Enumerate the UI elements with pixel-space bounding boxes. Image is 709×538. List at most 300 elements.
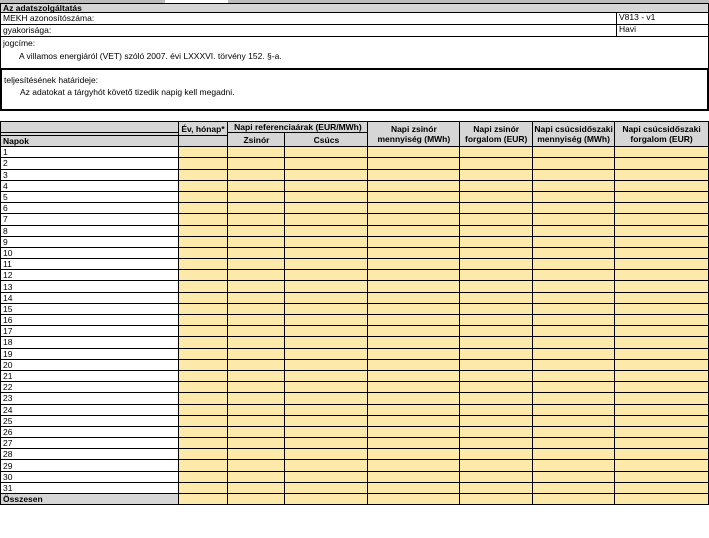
input-cell[interactable] [285,169,368,180]
input-cell[interactable] [228,270,285,281]
input-cell[interactable] [460,415,533,426]
input-cell[interactable] [368,449,460,460]
input-cell[interactable] [533,292,615,303]
input-cell[interactable] [533,180,615,191]
input-cell[interactable] [533,449,615,460]
total-cell[interactable] [615,494,709,505]
input-cell[interactable] [615,415,709,426]
input-cell[interactable] [533,147,615,158]
input-cell[interactable] [368,247,460,258]
day-number: 24 [1,404,179,415]
input-cell[interactable] [460,147,533,158]
input-cell[interactable] [178,426,228,437]
input-cell[interactable] [615,426,709,437]
input-cell[interactable] [285,292,368,303]
day-row [1,471,709,482]
input-cell[interactable] [285,482,368,493]
day-row [1,326,709,337]
input-cell[interactable] [460,203,533,214]
day-row [1,370,709,381]
input-cell[interactable] [460,180,533,191]
frequency-row [0,25,709,37]
input-cell[interactable] [460,225,533,236]
day-number: 11 [1,259,179,270]
input-cell[interactable] [178,270,228,281]
input-cell[interactable] [285,404,368,415]
total-cell[interactable] [228,494,285,505]
input-cell[interactable] [533,460,615,471]
legal-basis-label: jogcíme: [3,38,36,48]
input-cell[interactable] [615,236,709,247]
input-cell[interactable] [533,393,615,404]
input-cell[interactable] [615,482,709,493]
input-cell[interactable] [460,482,533,493]
day-row [1,281,709,292]
input-cell[interactable] [285,393,368,404]
input-cell[interactable] [533,214,615,225]
input-cell[interactable] [228,203,285,214]
input-cell[interactable] [228,415,285,426]
peak-quantity-header: Napi csúcsidőszaki mennyiség (MWh) [533,122,615,147]
input-cell[interactable] [368,337,460,348]
input-cell[interactable] [615,281,709,292]
input-cell[interactable] [228,460,285,471]
input-cell[interactable] [285,315,368,326]
input-cell[interactable] [533,270,615,281]
day-number: 23 [1,393,179,404]
input-cell[interactable] [460,214,533,225]
input-cell[interactable] [533,158,615,169]
input-cell[interactable] [368,482,460,493]
reference-price-header: Napi referenciaárak (EUR/MWh) [228,122,368,133]
input-cell[interactable] [615,169,709,180]
day-row [1,259,709,270]
input-cell[interactable] [533,359,615,370]
input-cell[interactable] [368,158,460,169]
day-row [1,147,709,158]
deadline-label: teljesítésének határideje: [4,75,99,85]
daily-data-table [0,121,709,505]
total-cell[interactable] [285,494,368,505]
input-cell[interactable] [178,393,228,404]
input-cell[interactable] [178,169,228,180]
day-header: Napok [1,136,179,147]
input-cell[interactable] [533,326,615,337]
input-cell[interactable] [460,236,533,247]
id-label: MEKH azonosítószáma: [3,13,95,23]
input-cell[interactable] [615,158,709,169]
input-cell[interactable] [368,281,460,292]
day-row [1,460,709,471]
input-cell[interactable] [533,348,615,359]
input-cell[interactable] [228,247,285,258]
input-cell[interactable] [615,147,709,158]
input-cell[interactable] [615,460,709,471]
day-number: 16 [1,315,179,326]
input-cell[interactable] [460,404,533,415]
input-cell[interactable] [368,382,460,393]
input-cell[interactable] [178,203,228,214]
input-cell[interactable] [533,303,615,314]
input-cell[interactable] [178,337,228,348]
input-cell[interactable] [533,225,615,236]
day-rows [1,147,709,494]
input-cell[interactable] [533,315,615,326]
input-cell[interactable] [178,259,228,270]
input-cell[interactable] [460,326,533,337]
input-cell[interactable] [533,191,615,202]
day-number: 20 [1,359,179,370]
input-cell[interactable] [368,471,460,482]
input-cell[interactable] [228,404,285,415]
input-cell[interactable] [460,191,533,202]
day-row [1,169,709,180]
input-cell[interactable] [368,180,460,191]
input-cell[interactable] [615,404,709,415]
input-cell[interactable] [285,348,368,359]
input-cell[interactable] [368,315,460,326]
input-cell[interactable] [533,203,615,214]
input-cell[interactable] [228,147,285,158]
day-row [1,180,709,191]
input-cell[interactable] [533,247,615,258]
input-cell[interactable] [460,158,533,169]
input-cell[interactable] [368,393,460,404]
day-number: 15 [1,303,179,314]
day-row [1,191,709,202]
input-cell[interactable] [285,281,368,292]
frequency-label: gyakorisága: [3,25,52,35]
total-cell[interactable] [178,494,228,505]
day-number: 10 [1,247,179,258]
day-row [1,404,709,415]
input-cell[interactable] [178,460,228,471]
input-cell[interactable] [533,415,615,426]
legal-basis-text: A villamos energiáról (VET) szóló 2007. évi LXXXVI. törvény 152. §-a. [19,51,282,61]
input-cell[interactable] [533,169,615,180]
input-cell[interactable] [533,426,615,437]
day-row [1,303,709,314]
input-cell[interactable] [615,326,709,337]
day-row [1,348,709,359]
deadline-text: Az adatokat a tárgyhót követő tizedik napig kell megadni. [20,87,235,97]
input-cell[interactable] [285,214,368,225]
day-number: 1 [1,147,179,158]
input-cell[interactable] [615,438,709,449]
input-cell[interactable] [368,303,460,314]
input-cell[interactable] [368,259,460,270]
input-cell[interactable] [228,225,285,236]
input-cell[interactable] [178,180,228,191]
input-cell[interactable] [615,449,709,460]
input-cell[interactable] [460,393,533,404]
input-cell[interactable] [460,438,533,449]
input-cell[interactable] [228,348,285,359]
input-cell[interactable] [228,315,285,326]
input-cell[interactable] [285,225,368,236]
day-number: 28 [1,449,179,460]
input-cell[interactable] [368,460,460,471]
input-cell[interactable] [285,449,368,460]
input-cell[interactable] [615,270,709,281]
input-cell[interactable] [460,348,533,359]
day-number: 22 [1,382,179,393]
input-cell[interactable] [368,415,460,426]
input-cell[interactable] [615,259,709,270]
input-cell[interactable] [460,281,533,292]
input-cell[interactable] [285,303,368,314]
input-cell[interactable] [228,292,285,303]
input-cell[interactable] [228,482,285,493]
base-quantity-header: Napi zsinór mennyiség (MWh) [368,122,460,147]
input-cell[interactable] [533,370,615,381]
input-cell[interactable] [368,292,460,303]
total-cell[interactable] [460,494,533,505]
input-cell[interactable] [615,370,709,381]
input-cell[interactable] [460,337,533,348]
section-title: Az adatszolgáltatás [0,3,709,13]
input-cell[interactable] [533,382,615,393]
input-cell[interactable] [285,471,368,482]
day-number: 25 [1,415,179,426]
base-price-header: Zsinór [228,133,285,147]
input-cell[interactable] [178,247,228,258]
day-number: 3 [1,169,179,180]
input-cell[interactable] [533,259,615,270]
input-cell[interactable] [228,158,285,169]
input-cell[interactable] [615,337,709,348]
id-value: V813 - v1 [616,12,709,25]
input-cell[interactable] [615,315,709,326]
day-row [1,382,709,393]
input-cell[interactable] [178,370,228,381]
input-cell[interactable] [615,303,709,314]
input-cell[interactable] [285,337,368,348]
day-number: 29 [1,460,179,471]
input-cell[interactable] [460,247,533,258]
input-cell[interactable] [285,415,368,426]
peak-price-header: Csúcs [285,133,368,147]
input-cell[interactable] [285,236,368,247]
day-number: 14 [1,292,179,303]
total-cell[interactable] [533,494,615,505]
header-spacer [1,122,179,133]
input-cell[interactable] [178,382,228,393]
input-cell[interactable] [228,259,285,270]
day-number: 30 [1,471,179,482]
input-cell[interactable] [178,281,228,292]
day-number: 7 [1,214,179,225]
input-cell[interactable] [228,281,285,292]
input-cell[interactable] [533,471,615,482]
input-cell[interactable] [368,438,460,449]
input-cell[interactable] [615,382,709,393]
day-row [1,359,709,370]
input-cell[interactable] [615,180,709,191]
input-cell[interactable] [615,203,709,214]
input-cell[interactable] [368,236,460,247]
input-cell[interactable] [368,214,460,225]
day-row [1,292,709,303]
input-cell[interactable] [178,482,228,493]
input-cell[interactable] [460,292,533,303]
input-cell[interactable] [228,370,285,381]
input-cell[interactable] [228,180,285,191]
input-cell[interactable] [228,191,285,202]
day-row [1,203,709,214]
input-cell[interactable] [460,303,533,314]
input-cell[interactable] [178,326,228,337]
input-cell[interactable] [285,203,368,214]
day-number: 31 [1,482,179,493]
input-cell[interactable] [178,415,228,426]
input-cell[interactable] [178,158,228,169]
day-number: 13 [1,281,179,292]
input-cell[interactable] [615,214,709,225]
day-row [1,337,709,348]
day-row [1,393,709,404]
input-cell[interactable] [368,191,460,202]
input-cell[interactable] [285,326,368,337]
input-cell[interactable] [368,426,460,437]
input-cell[interactable] [228,449,285,460]
day-number: 27 [1,438,179,449]
input-cell[interactable] [228,214,285,225]
input-cell[interactable] [178,303,228,314]
input-cell[interactable] [533,482,615,493]
day-number: 26 [1,426,179,437]
input-cell[interactable] [285,259,368,270]
input-cell[interactable] [285,180,368,191]
input-cell[interactable] [285,247,368,258]
input-cell[interactable] [228,359,285,370]
input-cell[interactable] [178,225,228,236]
input-cell[interactable] [368,169,460,180]
input-cell[interactable] [533,281,615,292]
total-row [1,494,709,505]
input-cell[interactable] [178,438,228,449]
input-cell[interactable] [285,270,368,281]
input-cell[interactable] [228,393,285,404]
input-cell[interactable] [368,326,460,337]
input-cell[interactable] [228,337,285,348]
input-cell[interactable] [178,449,228,460]
input-cell[interactable] [285,460,368,471]
input-cell[interactable] [368,147,460,158]
input-cell[interactable] [460,471,533,482]
total-cell[interactable] [368,494,460,505]
day-row [1,438,709,449]
input-cell[interactable] [178,404,228,415]
input-cell[interactable] [178,471,228,482]
deadline-box [0,69,709,111]
input-cell[interactable] [285,438,368,449]
input-cell[interactable] [178,359,228,370]
input-cell[interactable] [178,191,228,202]
input-cell[interactable] [285,382,368,393]
input-cell[interactable] [285,370,368,381]
input-cell[interactable] [368,370,460,381]
input-cell[interactable] [178,236,228,247]
input-cell[interactable] [368,404,460,415]
input-cell[interactable] [615,471,709,482]
day-row [1,236,709,247]
input-cell[interactable] [460,315,533,326]
input-cell[interactable] [228,169,285,180]
input-cell[interactable] [285,426,368,437]
input-cell[interactable] [615,348,709,359]
day-row [1,247,709,258]
input-cell[interactable] [228,471,285,482]
input-cell[interactable] [228,236,285,247]
input-cell[interactable] [285,191,368,202]
input-cell[interactable] [460,426,533,437]
input-cell[interactable] [615,247,709,258]
input-cell[interactable] [533,438,615,449]
input-cell[interactable] [178,147,228,158]
month-header: Év, hónap* [178,122,228,136]
input-cell[interactable] [460,359,533,370]
base-turnover-header: Napi zsinór forgalom (EUR) [460,122,533,147]
input-cell[interactable] [228,303,285,314]
input-cell[interactable] [368,225,460,236]
input-cell[interactable] [615,225,709,236]
day-number: 5 [1,191,179,202]
input-cell[interactable] [533,337,615,348]
input-cell[interactable] [285,158,368,169]
input-cell[interactable] [228,438,285,449]
input-cell[interactable] [533,236,615,247]
input-cell[interactable] [368,203,460,214]
input-cell[interactable] [460,460,533,471]
day-number: 2 [1,158,179,169]
input-cell[interactable] [368,270,460,281]
input-cell[interactable] [178,348,228,359]
day-row [1,225,709,236]
input-cell[interactable] [615,191,709,202]
day-number: 17 [1,326,179,337]
input-cell[interactable] [285,147,368,158]
input-cell[interactable] [178,292,228,303]
input-cell[interactable] [368,359,460,370]
input-cell[interactable] [460,449,533,460]
day-number: 8 [1,225,179,236]
input-cell[interactable] [285,359,368,370]
input-cell[interactable] [615,359,709,370]
input-cell[interactable] [460,370,533,381]
total-label: Összesen [1,494,179,505]
input-cell[interactable] [178,214,228,225]
input-cell[interactable] [368,348,460,359]
day-row [1,214,709,225]
input-cell[interactable] [228,326,285,337]
input-cell[interactable] [460,270,533,281]
input-cell[interactable] [533,404,615,415]
input-cell[interactable] [228,426,285,437]
day-row [1,315,709,326]
header-spacer [178,136,228,147]
day-number: 18 [1,337,179,348]
input-cell[interactable] [178,315,228,326]
input-cell[interactable] [460,259,533,270]
input-cell[interactable] [615,393,709,404]
input-cell[interactable] [615,292,709,303]
input-cell[interactable] [460,382,533,393]
input-cell[interactable] [460,169,533,180]
day-row [1,158,709,169]
day-row [1,415,709,426]
input-cell[interactable] [228,382,285,393]
